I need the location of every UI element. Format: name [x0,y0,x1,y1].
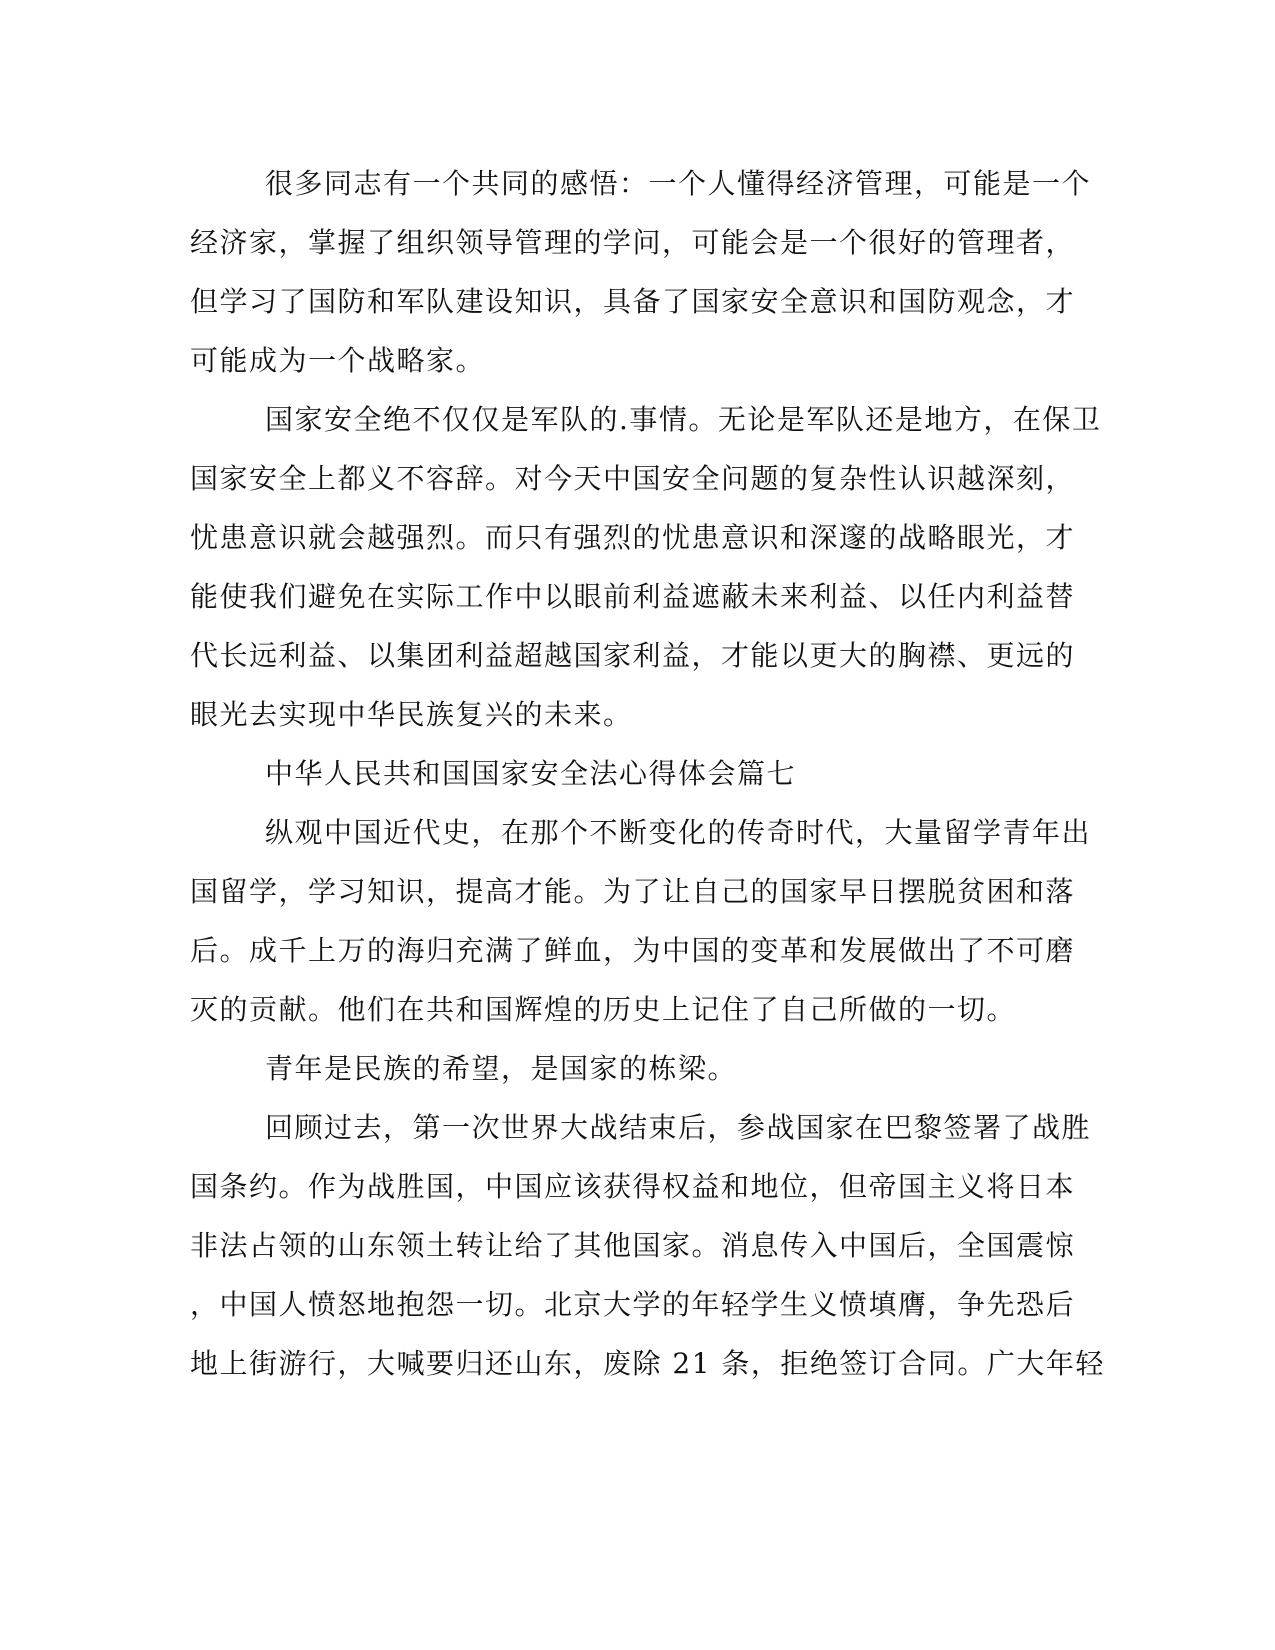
paragraph-3-line-3: 后。成千上万的海归充满了鲜血，为中国的变革和发展做出了不可磨 [190,934,1076,967]
paragraph-1-line-4: 可能成为一个战略家。 [190,344,486,377]
paragraph-4-line-1: 青年是民族的希望，是国家的栋梁。 [265,1052,738,1085]
paragraph-2-line-5: 代长远利益、以集团利益超越国家利益，才能以更大的胸襟、更远的 [190,639,1076,672]
paragraph-5-line-4: ，中国人愤怒地抱怨一切。北京大学的年轻学生义愤填膺，争先恐后 [190,1288,1076,1321]
paragraph-3-line-1: 纵观中国近代史，在那个不断变化的传奇时代，大量留学青年出 [265,816,1092,849]
paragraph-3-line-4: 灭的贡献。他们在共和国辉煌的历史上记住了自己所做的一切。 [190,993,1017,1026]
paragraph-2-line-6: 眼光去实现中华民族复兴的未来。 [190,698,633,731]
paragraph-2-line-1: 国家安全绝不仅仅是军队的.事情。无论是军队还是地方，在保卫 [265,403,1102,436]
paragraph-5-line-2: 国条约。作为战胜国，中国应该获得权益和地位，但帝国主义将日本 [190,1170,1076,1203]
paragraph-5-line-1: 回顾过去，第一次世界大战结束后，参战国家在巴黎签署了战胜 [265,1111,1092,1144]
paragraph-2-line-3: 忧患意识就会越强烈。而只有强烈的忧患意识和深邃的战略眼光，才 [190,521,1076,554]
paragraph-1-line-3: 但学习了国防和军队建设知识，具备了国家安全意识和国防观念，才 [190,285,1076,318]
paragraph-3-line-2: 国留学，学习知识，提高才能。为了让自己的国家早日摆脱贫困和落 [190,875,1076,908]
paragraph-2-line-2: 国家安全上都义不容辞。对今天中国安全问题的复杂性认识越深刻， [190,462,1076,495]
section-heading: 中华人民共和国国家安全法心得体会篇七 [265,757,797,790]
paragraph-5-line-5: 地上街游行，大喊要归还山东，废除 21 条，拒绝签订合同。广大年轻 [190,1347,1105,1380]
paragraph-1-line-2: 经济家，掌握了组织领导管理的学问，可能会是一个很好的管理者， [190,226,1076,259]
paragraph-5-line-3: 非法占领的山东领土转让给了其他国家。消息传入中国后，全国震惊 [190,1229,1076,1262]
paragraph-2-line-4: 能使我们避免在实际工作中以眼前利益遮蔽未来利益、以任内利益替 [190,580,1076,613]
paragraph-1-line-1: 很多同志有一个共同的感悟：一个人懂得经济管理，可能是一个 [265,167,1092,200]
